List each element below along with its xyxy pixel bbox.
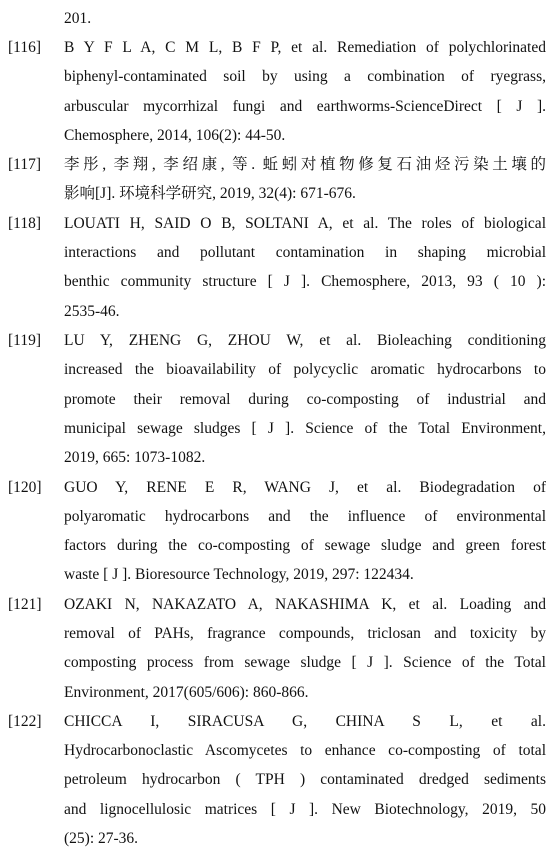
reference-number: [119] (8, 332, 41, 349)
reference-line: LOUATI H, SAID O B, SOLTANI A, et al. The roles of biological (64, 214, 546, 232)
reference-line: LU Y, ZHENG G, ZHOU W, et al. Bioleaching conditioning (64, 332, 546, 349)
reference-line: Environment, 2017(605/606): 860-866. (64, 683, 309, 701)
reference-line: polyaromatic hydrocarbons and the influence of environmental (64, 507, 546, 525)
reference-line: Hydrocarbonoclastic Ascomycetes to enhance co-composting of total (64, 742, 546, 760)
reference-line: 李彤, 李翔, 李绍康, 等. 蚯蚓对植物修复石油烃污染土壤的 (64, 156, 546, 174)
reference-line: waste [ J ]. Bioresource Technology, 2019, 297: 122434. (64, 566, 414, 584)
reference-line: factors during the co-composting of sewage sludge and green forest (64, 537, 546, 555)
reference-line: municipal sewage sludges [ J ]. Science of the Total Environment, (64, 419, 546, 437)
reference-line: GUO Y, RENE E R, WANG J, et al. Biodegradation of (64, 478, 546, 496)
reference-number: [116] (8, 39, 41, 56)
reference-line: petroleum hydrocarbon ( TPH ) contaminated dredged sediments (64, 771, 546, 789)
reference-line: increased the bioavailability of polycyclic aromatic hydrocarbons to (64, 361, 546, 379)
reference-line: removal of PAHs, fragrance compounds, triclosan and toxicity by (64, 624, 546, 642)
continuation-text: 201. (64, 10, 92, 27)
reference-line: arbuscular mycorrhizal fungi and earthworms-ScienceDirect [ J ]. (64, 97, 546, 115)
reference-line: 影响[J]. 环境科学研究, 2019, 32(4): 671-676. (64, 185, 356, 203)
reference-number: [117] (8, 156, 41, 174)
reference-number: [118] (8, 214, 41, 232)
reference-line: OZAKI N, NAKAZATO A, NAKASHIMA K, et al. Loading and (64, 595, 546, 613)
reference-line: Chemosphere, 2014, 106(2): 44-50. (64, 126, 286, 144)
reference-line: composting process from sewage sludge [ J ]. Science of the Total (64, 654, 546, 672)
reference-number: [121] (8, 595, 42, 613)
reference-line: promote their removal during co-composting of industrial and (64, 390, 546, 408)
reference-line: 2019, 665: 1073-1082. (64, 449, 206, 467)
reference-line: 2535-46. (64, 302, 120, 320)
reference-line: (25): 27-36. (64, 830, 139, 848)
reference-line: interactions and pollutant contamination in shaping microbial (64, 244, 546, 262)
reference-line: B Y F L A, C M L, B F P, et al. Remediation of polychlorinated (64, 39, 546, 56)
reference-line: benthic community structure [ J ]. Chemosphere, 2013, 93 ( 10 ): (64, 273, 546, 291)
reference-line: and lignocellulosic matrices [ J ]. New Biotechnology, 2019, 50 (64, 800, 546, 818)
reference-line: biphenyl-contaminated soil by using a combination of ryegrass, (64, 68, 546, 86)
reference-line: CHICCA I, SIRACUSA G, CHINA S L, et al. (64, 712, 546, 730)
reference-number: [120] (8, 478, 42, 496)
reference-number: [122] (8, 712, 42, 730)
